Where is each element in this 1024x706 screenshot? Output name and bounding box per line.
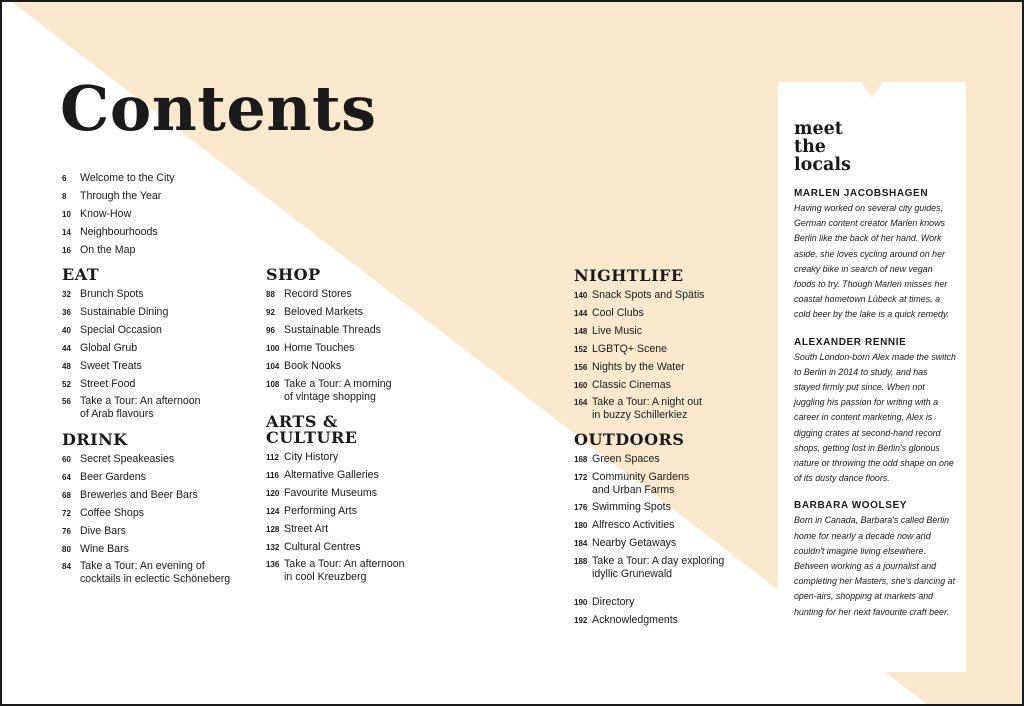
contents-entry (62, 541, 262, 559)
notch-shape (778, 82, 966, 112)
entry-title: Sweet Treats (80, 359, 142, 372)
page-number: 14 (62, 227, 71, 237)
entry-title: Take a Tour: An evening of cocktails in eclectic Schöneberg (80, 560, 231, 586)
end-list (574, 594, 774, 630)
page-number: 132 (266, 542, 280, 552)
page-number: 68 (62, 490, 71, 500)
contents-entry (62, 188, 252, 206)
contents-entry (574, 451, 774, 469)
section-outdoors (574, 432, 774, 583)
contents-entry (266, 467, 466, 485)
page-number: 116 (266, 470, 279, 480)
page-number: 60 (62, 455, 71, 464)
local-profile (794, 188, 956, 323)
page-number: 52 (62, 379, 71, 389)
page-number: 80 (62, 544, 71, 554)
page-number: 92 (266, 307, 275, 317)
entry-title: Brunch Spots (80, 288, 144, 300)
page-number: 152 (574, 344, 588, 354)
page-number: 190 (574, 598, 588, 607)
contents-entry (62, 393, 262, 423)
entry-title: Neighbourhoods (80, 225, 158, 238)
entry-title: Nearby Getaways (592, 536, 677, 549)
contents-entry (574, 594, 774, 612)
page-number: 128 (266, 524, 280, 534)
contents-entry (266, 503, 466, 521)
contents-entry (62, 224, 252, 242)
local-profile (794, 500, 956, 619)
entry-title: Through the Year (80, 189, 162, 202)
contents-entry (62, 558, 262, 588)
page-number: 136 (266, 560, 280, 570)
page-number: 144 (574, 308, 588, 318)
entry-title: Alternative Galleries (284, 468, 379, 481)
local-bio: South London-born Alex made the switch to Berlin in 2014 to study, and has stayed firmly put since. When not juggling his passion for writing with a career in content marketing, Alex is digging crates at second-hand record shops, getting lost in Berlin's glorious nature or throwing the odd shape on one of its dusty dance floors. (794, 351, 956, 484)
section-items (266, 449, 466, 586)
page-number: 184 (574, 538, 588, 548)
contents-entry (266, 521, 466, 539)
page-number: 64 (62, 472, 71, 482)
page-number: 120 (266, 488, 280, 498)
contents-entry (574, 305, 774, 323)
entry-title: Live Music (592, 324, 643, 337)
section-heading: NIGHTLIFE (574, 266, 684, 285)
contents-entry (62, 376, 262, 394)
page-number: 164 (574, 398, 588, 408)
contents-entry (266, 449, 466, 467)
section-shop (266, 267, 466, 406)
entry-title: Special Occasion (80, 323, 162, 336)
page-number: 124 (266, 506, 280, 516)
entry-title: Book Nooks (284, 359, 342, 372)
contents-entry (266, 286, 466, 304)
page-number: 156 (574, 362, 588, 372)
contents-entry (266, 485, 466, 503)
entry-title: Street Art (284, 522, 329, 535)
contents-entry (574, 394, 774, 424)
contents-entry (62, 505, 262, 523)
intro-list (62, 170, 252, 260)
entry-title: Sustainable Dining (80, 305, 169, 318)
page-number: 16 (62, 245, 71, 255)
entry-title: Welcome to the City (80, 172, 175, 184)
entry-title: On the Map (80, 243, 136, 256)
section-nightlife (574, 268, 774, 424)
page-number: 96 (266, 325, 275, 335)
entry-title: Take a Tour: A day exploring idyllic Grunewald (592, 554, 725, 580)
page-number: 176 (574, 502, 588, 512)
page-number: 188 (574, 556, 588, 566)
entry-title: Secret Speakeasies (80, 453, 175, 465)
locals-people (794, 188, 956, 620)
contents-entry (574, 341, 774, 359)
entry-title: Beloved Markets (284, 305, 363, 318)
page-number: 148 (574, 326, 588, 336)
entry-title: Know-How (80, 207, 132, 220)
local-profile (794, 337, 956, 487)
entry-title: Dive Bars (80, 524, 126, 537)
local-name: BARBARA WOOLSEY (794, 500, 908, 512)
contents-entry (266, 304, 466, 322)
contents-entry (62, 358, 262, 376)
contents-entry (62, 340, 262, 358)
contents-entry (574, 377, 774, 395)
page-number: 108 (266, 379, 280, 389)
section-heading: ARTS & CULTURE (266, 412, 358, 447)
contents-entry (266, 340, 466, 358)
contents-entry (62, 170, 252, 188)
contents-entry (62, 469, 262, 487)
entry-title: Acknowledgments (592, 613, 678, 626)
section-arts-culture (266, 414, 466, 586)
local-name: MARLEN JACOBSHAGEN (794, 188, 929, 199)
page-number: 84 (62, 562, 71, 572)
contents-entry (62, 304, 262, 322)
entry-title: Cool Clubs (592, 306, 644, 319)
section-items (574, 451, 774, 583)
entry-title: Global Grub (80, 341, 138, 354)
contents-entry (62, 322, 262, 340)
contents-entry (574, 469, 774, 499)
contents-entry (62, 206, 252, 224)
entry-title: Record Stores (284, 288, 352, 300)
contents-entry (574, 287, 774, 305)
entry-title: Home Touches (284, 341, 355, 354)
page-number: 48 (62, 361, 71, 371)
local-bio: Born in Canada, Barbara's called Berlin home for nearly a decade now and couldn't imagine living elsewhere. Between working as a journalist and completing her Masters, she's dancing at open-airs, shopping at markets and hunting for her next favourite craft beer. (794, 515, 956, 617)
entry-title: Community Gardens and Urban Farms (592, 470, 690, 496)
page-title: Contents (60, 72, 377, 145)
page-number: 112 (266, 453, 279, 462)
locals-title: meet the locals (794, 119, 851, 175)
page-number: 140 (574, 291, 588, 300)
entry-title: Snack Spots and Spätis (592, 289, 705, 301)
contents-entry (266, 376, 466, 406)
contents-entry (574, 499, 774, 517)
local-name: ALEXANDER RENNIE (794, 336, 907, 348)
page-number: 180 (574, 520, 588, 530)
page-number: 8 (62, 191, 67, 201)
entry-title: Alfresco Activities (592, 518, 675, 531)
contents-entry (574, 553, 774, 583)
contents-entry (574, 359, 774, 377)
entry-title: Classic Cinemas (592, 378, 671, 391)
section-heading: OUTDOORS (574, 430, 685, 449)
page-number: 172 (574, 472, 588, 482)
section-items (266, 286, 466, 406)
entry-title: Take a Tour: A night out in buzzy Schillerkiez (592, 396, 702, 422)
section-items (62, 286, 262, 423)
entry-title: Cultural Centres (284, 540, 361, 553)
contents-entry (266, 556, 466, 586)
entry-title: Take a Tour: An afternoon in cool Kreuzberg (284, 558, 405, 584)
page-number: 10 (62, 209, 71, 219)
page-number: 192 (574, 615, 588, 625)
entry-title: Swimming Spots (592, 500, 671, 513)
contents-entry (62, 242, 252, 260)
contents-entry (574, 535, 774, 553)
entry-title: Take a Tour: An afternoon of Arab flavours (80, 395, 201, 421)
entry-title: LGBTQ+ Scene (592, 342, 668, 355)
meet-the-locals-panel (778, 82, 966, 672)
entry-title: Performing Arts (284, 504, 358, 517)
page-number: 168 (574, 455, 588, 464)
page-number: 76 (62, 526, 71, 536)
contents-entry (266, 358, 466, 376)
page-number: 160 (574, 380, 588, 390)
entry-title: Coffee Shops (80, 506, 145, 519)
entry-title: Breweries and Beer Bars (80, 488, 198, 501)
entry-title: Beer Gardens (80, 470, 146, 483)
contents-entry (266, 539, 466, 557)
page-number: 6 (62, 174, 67, 183)
entry-title: Directory (592, 596, 635, 608)
contents-entry (266, 322, 466, 340)
entry-title: Green Spaces (592, 453, 660, 465)
entry-title: Sustainable Threads (284, 323, 381, 336)
section-items (62, 451, 262, 588)
section-heading: DRINK (62, 430, 128, 449)
entry-title: Street Food (80, 377, 136, 390)
section-heading: SHOP (266, 265, 321, 284)
entry-title: City History (284, 451, 339, 463)
entry-title: Take a Tour: A morning of vintage shopping (284, 377, 392, 403)
contents-entry (62, 487, 262, 505)
page-number: 44 (62, 343, 71, 353)
contents-entry (62, 523, 262, 541)
entry-title: Nights by the Water (592, 360, 685, 373)
page-number: 100 (266, 343, 280, 353)
section-eat (62, 267, 262, 423)
local-bio: Having worked on several city guides, German content creator Marlen knows Berlin like the back of her hand. Work aside, she loves cycling around on her creaky bike in search of new vegan foods to try. Though Marlen misses her coastal hometown Lübeck at times, a cold beer by the lake is a quick remedy. (794, 203, 950, 320)
page-number: 104 (266, 361, 280, 371)
contents-entry (62, 451, 262, 469)
section-drink (62, 432, 262, 588)
page-number: 56 (62, 397, 71, 407)
page-number: 72 (62, 508, 71, 518)
entry-title: Wine Bars (80, 542, 129, 555)
section-heading: EAT (62, 265, 100, 284)
page-number: 36 (62, 307, 71, 317)
entry-title: Favourite Museums (284, 486, 378, 499)
page-number: 32 (62, 290, 71, 299)
contents-entry (62, 286, 262, 304)
contents-entry (574, 612, 774, 630)
page-number: 40 (62, 325, 71, 335)
contents-entry (574, 517, 774, 535)
section-items (574, 287, 774, 424)
page-number: 88 (266, 290, 275, 299)
contents-entry (574, 323, 774, 341)
